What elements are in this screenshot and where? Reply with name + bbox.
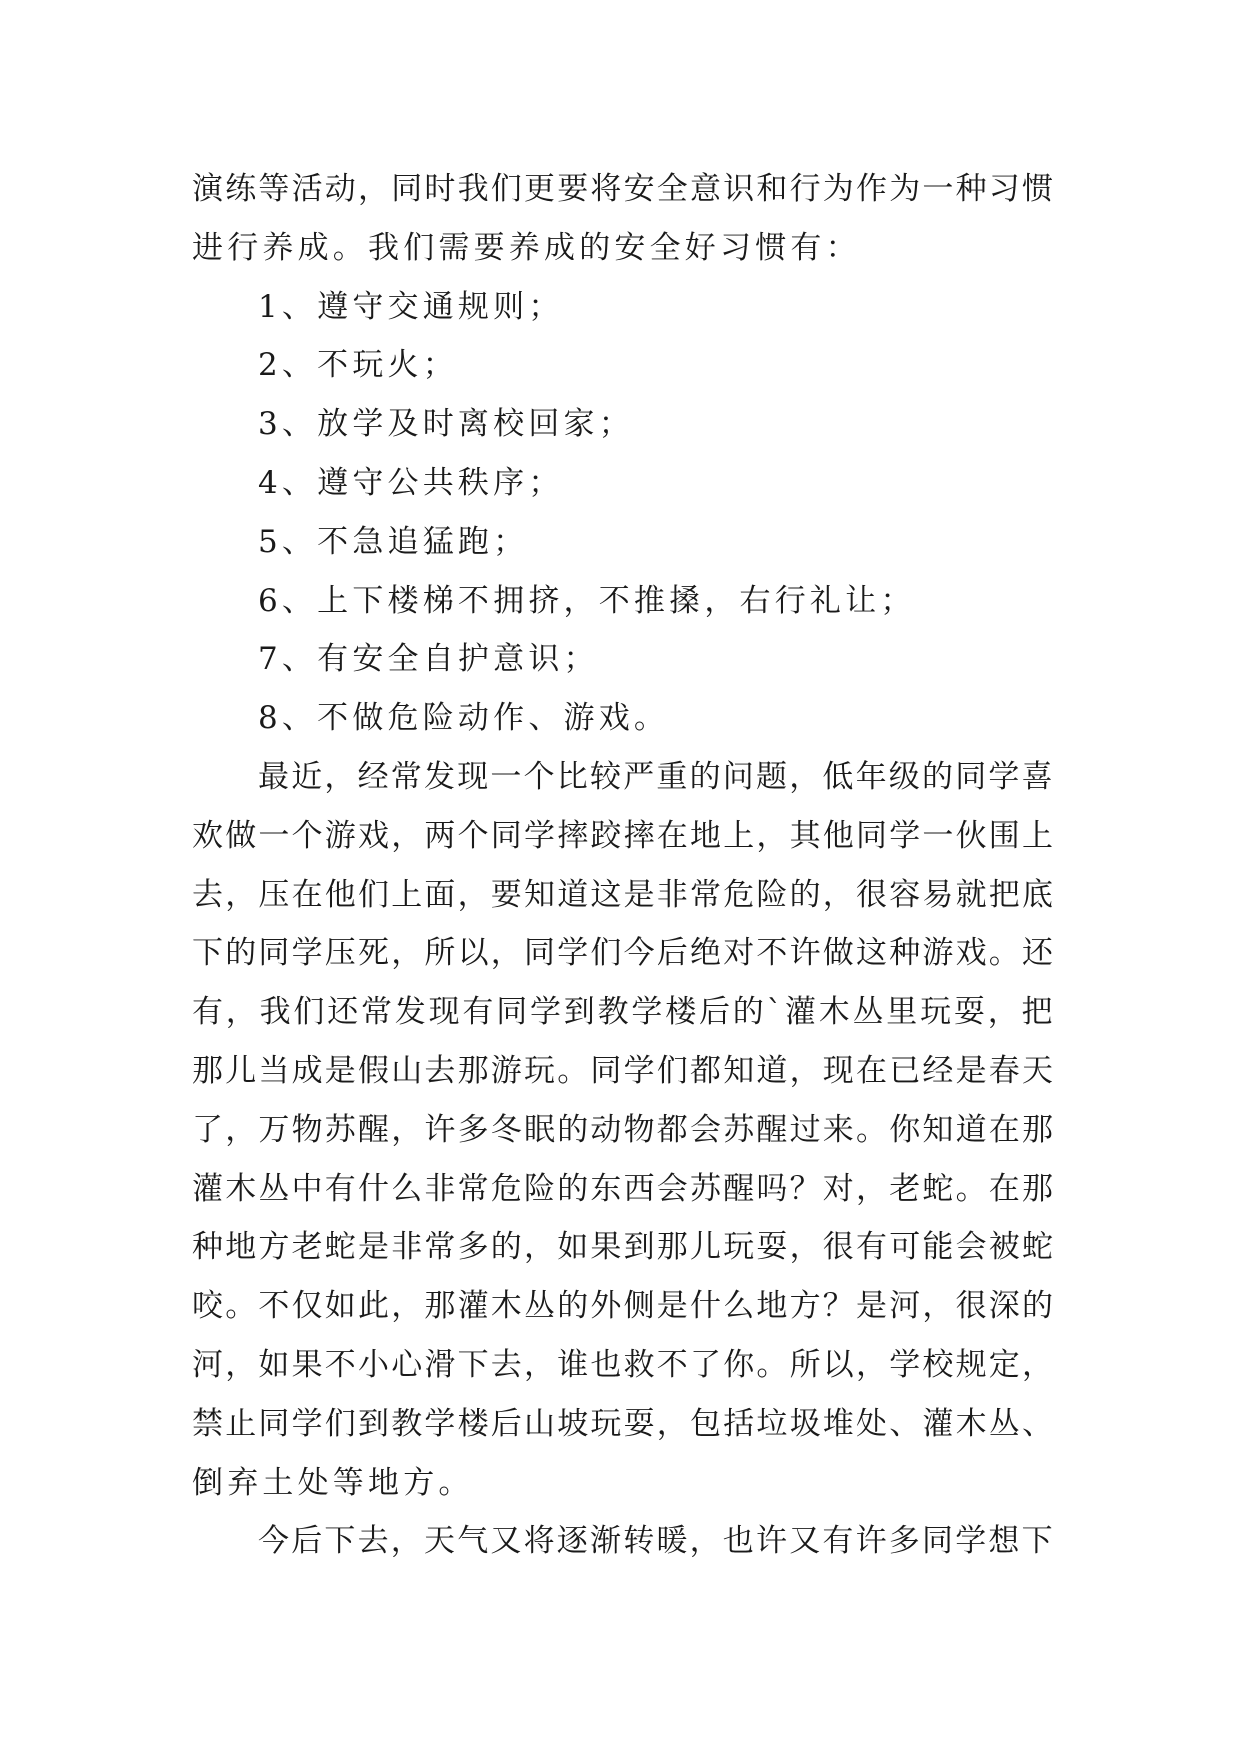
text-line: 欢做一个游戏，两个同学摔跤摔在地上，其他同学一伙围上 bbox=[192, 817, 1056, 854]
text-line: 去，压在他们上面，要知道这是非常危险的，很容易就把底 bbox=[192, 876, 1056, 913]
list-item: 7、有安全自护意识； bbox=[258, 641, 599, 678]
text-line: 种地方老蛇是非常多的，如果到那儿玩耍，很有可能会被蛇 bbox=[192, 1229, 1056, 1266]
text-line: 咬。不仅如此，那灌木丛的外侧是什么地方？是河，很深的 bbox=[192, 1288, 1056, 1325]
text-line: 河，如果不小心滑下去，谁也救不了你。所以，学校规定， bbox=[192, 1346, 1056, 1383]
paragraph-start-line: 今后下去，天气又将逐渐转暖，也许又有许多同学想下 bbox=[258, 1523, 1055, 1560]
list-item: 5、不急追猛跑； bbox=[258, 523, 529, 560]
paragraph-start-line: 最近，经常发现一个比较严重的问题，低年级的同学喜 bbox=[258, 758, 1055, 795]
text-line: 那儿当成是假山去那游玩。同学们都知道，现在已经是春天 bbox=[192, 1052, 1056, 1089]
list-item: 1、遵守交通规则； bbox=[258, 288, 564, 325]
list-item: 2、不玩火； bbox=[258, 347, 458, 384]
list-item: 6、上下楼梯不拥挤，不推搡，右行礼让； bbox=[258, 582, 916, 619]
list-item: 4、遵守公共秩序； bbox=[258, 464, 564, 501]
text-line: 下的同学压死，所以，同学们今后绝对不许做这种游戏。还 bbox=[192, 935, 1056, 972]
text-line: 灌木丛中有什么非常危险的东西会苏醒吗？对，老蛇。在那 bbox=[192, 1170, 1056, 1207]
text-line: 了，万物苏醒，许多冬眠的动物都会苏醒过来。你知道在那 bbox=[192, 1111, 1056, 1148]
text-line: 进行养成。我们需要养成的安全好习惯有： bbox=[192, 229, 861, 266]
text-line: 有，我们还常发现有同学到教学楼后的`灌木丛里玩耍，把 bbox=[192, 994, 1056, 1031]
text-line: 禁止同学们到教学楼后山坡玩耍，包括垃圾堆处、灌木丛、 bbox=[192, 1405, 1056, 1442]
text-line: 倒弃土处等地方。 bbox=[192, 1464, 474, 1501]
text-line: 演练等活动，同时我们更要将安全意识和行为作为一种习惯 bbox=[192, 171, 1056, 207]
list-item: 8、不做危险动作、游戏。 bbox=[258, 700, 670, 737]
list-item: 3、放学及时离校回家； bbox=[258, 406, 634, 443]
body-text bbox=[192, 160, 1056, 1571]
